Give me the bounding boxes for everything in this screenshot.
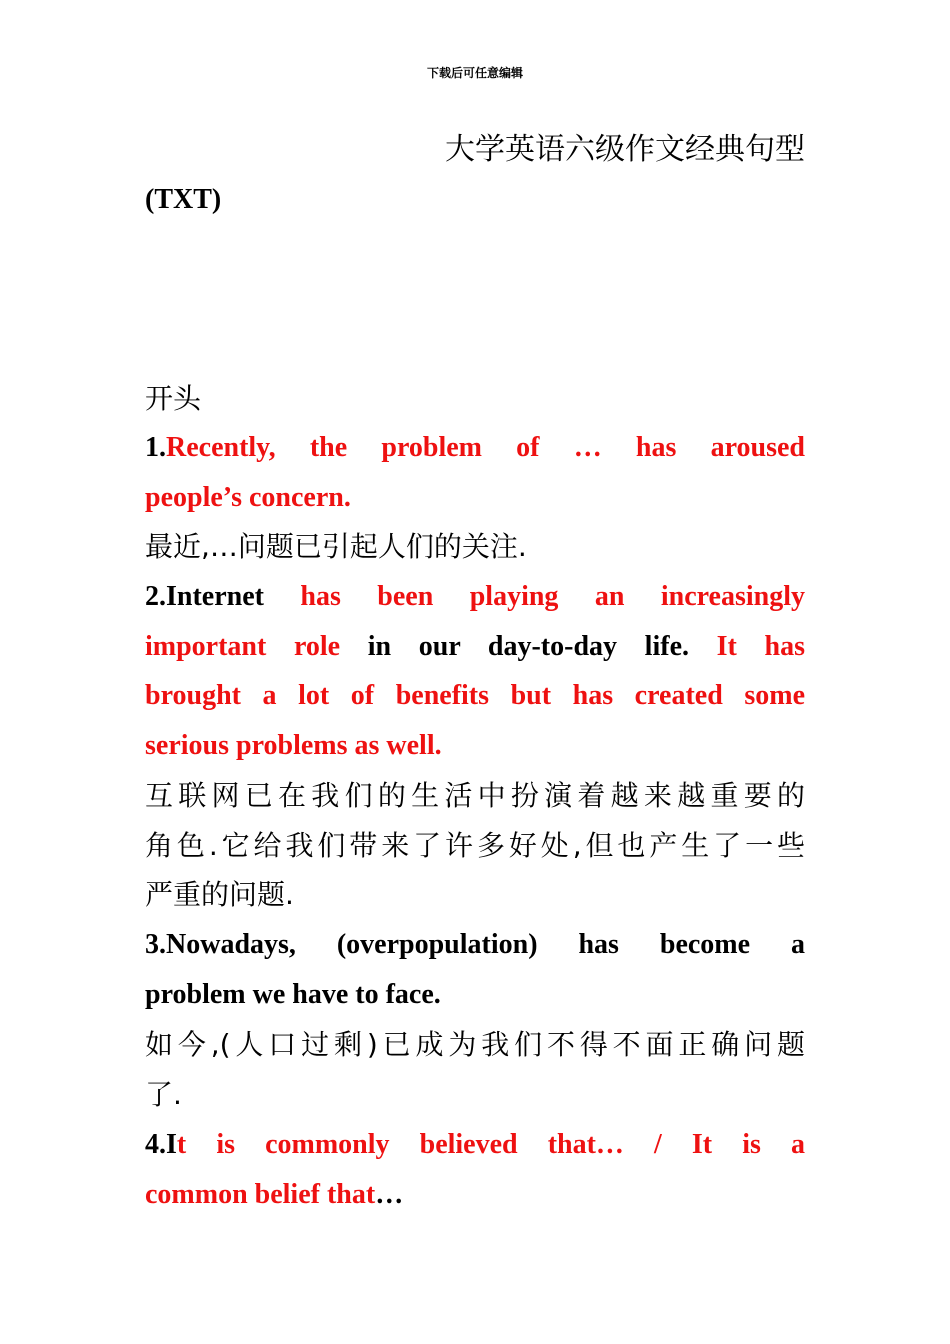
sentence-4-tail: … <box>375 1178 404 1210</box>
section-heading: 开头 <box>145 382 202 415</box>
sentence-2-red-a: has been playing an increasingly <box>300 581 805 612</box>
sentence-4-red-2: common belief that <box>145 1178 376 1210</box>
sentence-4-lead: 4.I <box>145 1129 177 1160</box>
sentence-2-translation <box>145 771 805 920</box>
sentence-3-translation-line-1: 如今,(人口过剩)已成为我们不得不面正确问题 <box>145 1028 805 1061</box>
sentence-1-english <box>145 423 805 522</box>
sentence-4-red-1: t is commonly believed that… / It is a <box>176 1129 805 1160</box>
sentence-3-translation <box>145 1020 805 1119</box>
sentence-1-translation: 最近,…问题已引起人们的关注. <box>145 530 527 563</box>
sentence-2-black-b: in our day-to-day life. <box>367 630 689 662</box>
sentence-2-red-b: important role <box>145 630 341 662</box>
sentence-number: 1. <box>145 432 166 463</box>
sentence-2-red-e: serious problems as well. <box>145 730 442 762</box>
sentence-2-red-c: It has <box>716 630 805 662</box>
sentence-3-line-1: 3.Nowadays, (overpopulation) has become a <box>145 929 805 960</box>
sentence-1-red-text: Recently, the problem of … has aroused <box>166 432 805 463</box>
sentence-3-translation-line-2: 了. <box>145 1077 182 1111</box>
document-title: 大学英语六级作文经典句型 <box>445 132 805 167</box>
sentence-1-red-text-cont: people’s concern. <box>145 481 351 513</box>
sentence-2-translation-line-3: 严重的问题. <box>145 878 294 912</box>
document-title-suffix: (TXT) <box>145 184 222 215</box>
sentence-2-lead: 2.Internet <box>145 581 264 612</box>
sentence-3-line-2: problem we have to face. <box>145 978 441 1010</box>
sentence-2-english <box>145 572 805 771</box>
sentence-2-translation-line-1: 互联网已在我们的生活中扮演着越来越重要的 <box>145 779 805 812</box>
sentence-2-red-d: brought a lot of benefits but has created some <box>145 680 805 712</box>
sentence-4-english <box>145 1120 805 1219</box>
page-header-note: 下载后可任意编辑 <box>426 66 523 80</box>
sentence-3-english <box>145 920 805 1019</box>
sentence-2-translation-line-2: 角色.它给我们带来了许多好处,但也产生了一些 <box>145 828 805 862</box>
